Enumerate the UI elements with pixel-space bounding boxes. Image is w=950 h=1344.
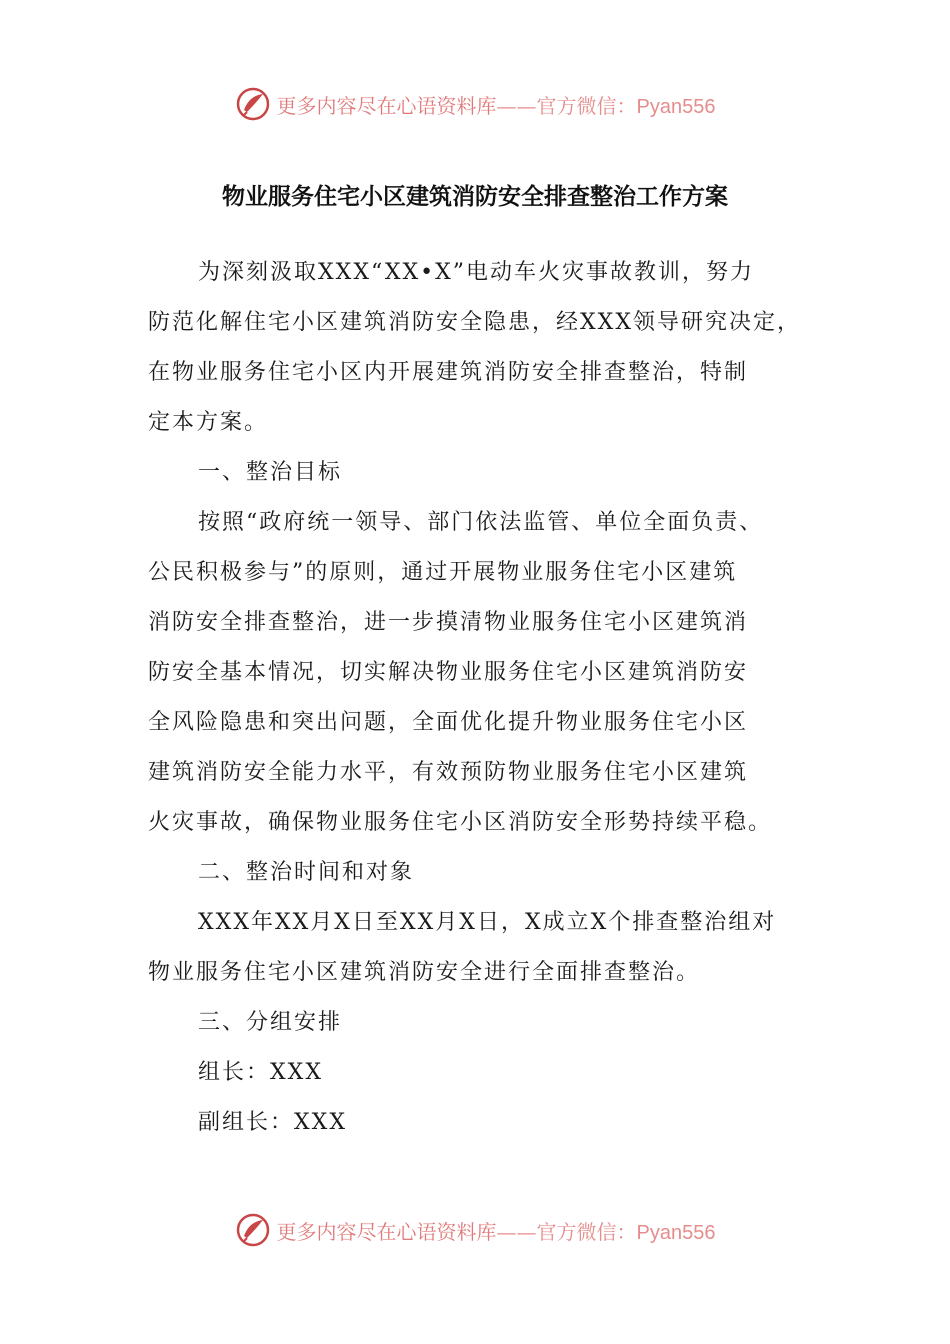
watermark-text: 更多内容尽在心语资料库——官方微信：Pyan556 <box>276 1219 716 1244</box>
body-line: 定本方案。 <box>148 410 269 435</box>
watermark-text: 更多内容尽在心语资料库——官方微信：Pyan556 <box>276 93 716 118</box>
body-line: 物业服务住宅小区建筑消防安全进行全面排查整治。 <box>148 960 701 985</box>
document-title: 物业服务住宅小区建筑消防安全排查整治工作方案 <box>222 184 728 210</box>
body-line: 全风险隐患和突出问题，全面优化提升物业服务住宅小区 <box>148 710 749 735</box>
watermark-banner-top <box>0 82 950 126</box>
body-line: 二、整治时间和对象 <box>198 860 415 885</box>
body-line: XXX年XX月X日至XX月X日，X成立X个排查整治组对 <box>198 910 777 935</box>
body-line: 火灾事故，确保物业服务住宅小区消防安全形势持续平稳。 <box>148 810 773 835</box>
body-line: 为深刻汲取XXX“XX•X”电动车火灾事故教训，努力 <box>198 260 755 285</box>
body-line: 消防安全排查整治，进一步摸清物业服务住宅小区建筑消 <box>148 610 749 635</box>
body-line: 组长：XXX <box>198 1060 323 1085</box>
body-line: 在物业服务住宅小区内开展建筑消防安全排查整治，特制 <box>148 360 749 385</box>
body-line: 一、整治目标 <box>198 460 343 485</box>
body-line: 防范化解住宅小区建筑消防安全隐患，经XXX领导研究决定， <box>148 310 801 335</box>
body-line: 防安全基本情况，切实解决物业服务住宅小区建筑消防安 <box>148 660 749 685</box>
body-line: 按照“政府统一领导、部门依法监管、单位全面负责、 <box>198 510 764 535</box>
pen-logo-icon <box>235 1212 271 1248</box>
pen-logo-icon <box>235 86 271 122</box>
document-body <box>148 248 808 1148</box>
watermark-banner-bottom <box>0 1208 950 1252</box>
body-line: 建筑消防安全能力水平，有效预防物业服务住宅小区建筑 <box>148 760 749 785</box>
body-line: 三、分组安排 <box>198 1010 343 1035</box>
body-line: 副组长：XXX <box>198 1110 347 1135</box>
body-line: 公民积极参与”的原则，通过开展物业服务住宅小区建筑 <box>148 560 738 585</box>
